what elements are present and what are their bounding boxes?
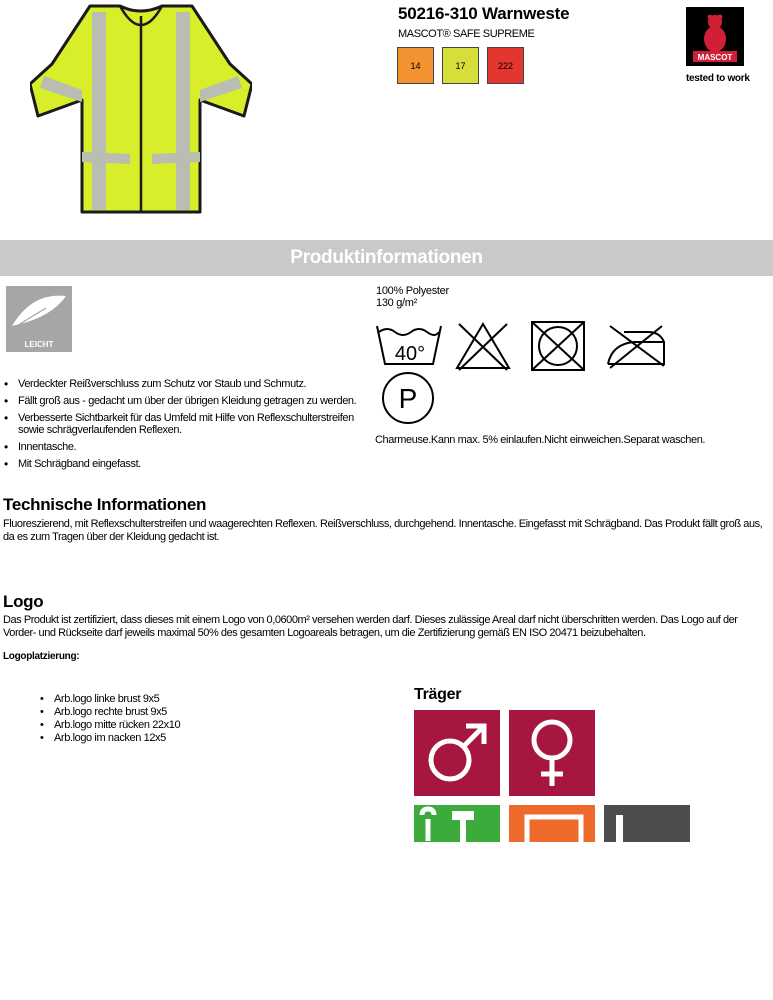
color-swatch-label: 17 xyxy=(455,60,466,71)
list-item: • Verdeckter Reißverschluss zum Schutz vor Staub und Schmutz. xyxy=(4,378,364,390)
dry-clean-letter: P xyxy=(398,383,418,414)
female-symbol-icon xyxy=(509,710,595,796)
wash-temp-label: 40° xyxy=(394,343,426,365)
brand-logo-text: MASCOT xyxy=(697,53,733,62)
list-item: • Mit Schrägband eingefasst. xyxy=(4,458,364,470)
product-title: 50216-310 Warnweste xyxy=(398,4,570,23)
color-swatch-label: 222 xyxy=(497,60,514,71)
color-swatch-17[interactable] xyxy=(442,47,479,84)
list-item: • Arb.logo im nacken 12x5 xyxy=(40,732,180,745)
technical-description: Fluoreszierend, mit Reflexschulterstreifen und waagerechten Reflexen. Reißverschluss, durchgehend. Innentasche. Eingefasst mit Schrägband. Das Produkt fällt groß aus, da es zum Tragen über der Kleidung gedacht ist. xyxy=(3,518,763,543)
no-bleach-icon xyxy=(453,320,513,372)
service-icon xyxy=(604,805,690,842)
list-item: • Fällt groß aus - gedacht um über der übrigen Kleidung getragen zu werden. xyxy=(4,395,364,407)
no-tumble-dry-icon xyxy=(530,320,586,372)
care-instructions: Charmeuse.Kann max. 5% einlaufen.Nicht einweichen.Separat waschen. xyxy=(375,434,706,446)
logo-placement-label: Logoplatzierung: xyxy=(3,651,80,662)
dry-clean-p-icon xyxy=(380,372,436,424)
list-item: • Arb.logo mitte rücken 22x10 xyxy=(40,719,180,732)
page-blank-area xyxy=(0,842,773,1000)
material-composition: 100% Polyester xyxy=(376,285,449,297)
section-heading-logo: Logo xyxy=(3,592,44,611)
section-heading-wearer: Träger xyxy=(414,686,462,703)
feather-icon xyxy=(6,286,72,336)
color-swatch-222[interactable] xyxy=(487,47,524,84)
product-line: MASCOT® SAFE SUPREME xyxy=(398,28,535,40)
mascot-brand-logo xyxy=(686,7,744,66)
no-iron-icon xyxy=(604,320,668,370)
product-image-vest xyxy=(30,4,252,216)
feature-list xyxy=(4,378,364,475)
material-weight: 130 g/m² xyxy=(376,297,418,309)
weight-badge-label: LEICHT xyxy=(24,340,54,349)
section-heading-technical: Technische Informationen xyxy=(3,495,207,514)
logo-placement-list xyxy=(40,693,180,745)
male-symbol-icon xyxy=(414,710,500,796)
material-info xyxy=(376,285,449,309)
wash-40-icon xyxy=(375,320,443,368)
logo-description: Das Produkt ist zertifiziert, dass dieses mit einem Logo von 0,0600m² versehen werden darf. Dieses zulässige Areal darf nicht überschritten werden. Das Logo auf der Vorder- und Rückseite darf jeweils maximal 50% des gesamten Logoareals betragen, um die Zertifizierung gemäß EN ISO 20471 beizubehalten. xyxy=(3,614,738,639)
industry-icon xyxy=(509,805,595,842)
color-swatch-label: 14 xyxy=(410,60,421,71)
list-item: • Arb.logo rechte brust 9x5 xyxy=(40,706,180,719)
list-item: • Verbesserte Sichtbarkeit für das Umfeld mit Hilfe von Reflexschulterstreifen sowie schrägverlaufenden Reflexen. xyxy=(4,412,364,436)
list-item: • Innentasche. xyxy=(4,441,364,453)
list-item: • Arb.logo linke brust 9x5 xyxy=(40,693,180,706)
brand-tagline: tested to work xyxy=(686,73,750,84)
color-swatch-14[interactable] xyxy=(397,47,434,84)
section-title-product-info: Produktinformationen xyxy=(290,247,483,268)
craft-tools-icon xyxy=(414,805,500,842)
